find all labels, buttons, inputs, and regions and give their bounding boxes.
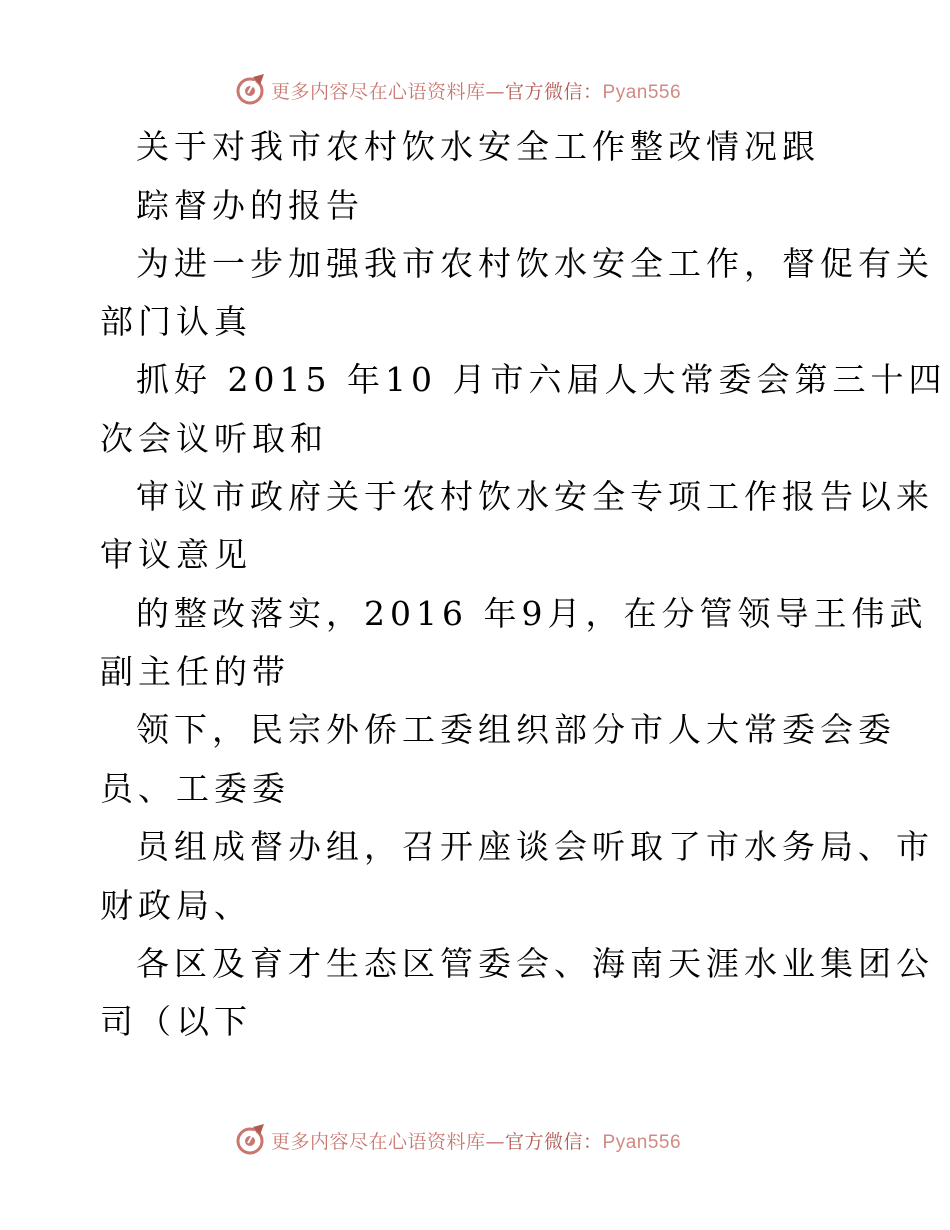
banner-dash: — [485,80,506,103]
banner-dash: — [485,1130,506,1153]
banner-account: Pyan556 [602,81,682,103]
banner-main-text: 更多内容尽在心语资料库 [271,80,486,103]
doc-line: 领下，民宗外侨工委组织部分市人大常委会委 [136,710,896,749]
banner-main-text: 更多内容尽在心语资料库 [271,1130,486,1153]
doc-line: 员组成督办组，召开座谈会听取了市水务局、市 [136,827,934,866]
doc-line: 部门认真 [100,302,252,341]
footer-banner [233,1122,681,1158]
doc-line: 各区及育才生态区管委会、海南天涯水业集团公 [136,944,934,983]
doc-line: 为进一步加强我市农村饮水安全工作，督促有关 [136,244,934,283]
doc-line: 审议意见 [100,535,252,574]
banner-wechat-label: 官方微信： [505,80,603,103]
banner-account: Pyan556 [602,1131,682,1153]
doc-line: 副主任的带 [100,652,290,691]
doc-title-line-1: 关于对我市农村饮水安全工作整改情况跟 [136,127,820,166]
doc-line: 审议市政府关于农村饮水安全专项工作报告以来 [136,477,934,516]
doc-line: 次会议听取和 [100,419,328,458]
quill-pen-logo-icon [233,1123,267,1157]
doc-line: 财政局、 [100,886,252,925]
doc-line: 的整改落实，2016 年9月，在分管领导王伟武 [136,594,928,633]
doc-line: 司（以下 [100,1002,252,1041]
banner-wechat-label: 官方微信： [505,1130,603,1153]
doc-line: 抓好 2015 年10 月市六届人大常委会第三十四 [136,360,947,399]
doc-title-line-2: 踪督办的报告 [136,186,364,225]
doc-line: 员、工委委 [100,769,290,808]
banner-text [271,1127,681,1154]
